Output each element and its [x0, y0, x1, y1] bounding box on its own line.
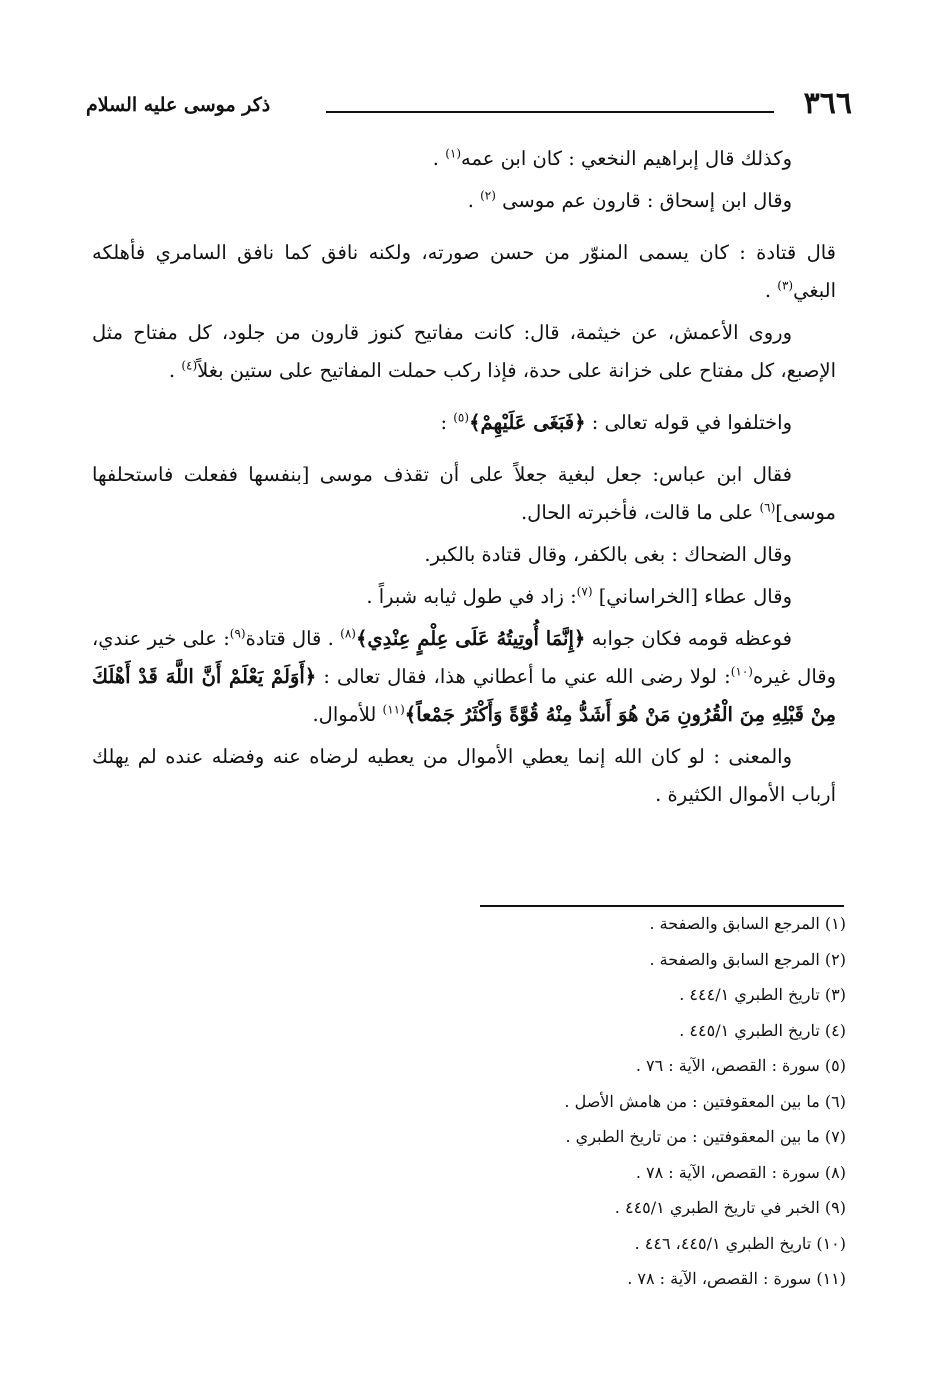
footnote: (٥) سورة : القصص، الآية : ٧٦ . [635, 1056, 846, 1075]
paragraph [92, 536, 836, 574]
footnote: (١) المرجع السابق والصفحة . [649, 914, 846, 933]
paragraph-text: . [432, 147, 446, 170]
paragraph-text: : [440, 411, 454, 434]
footnote-ref: (٧) [576, 584, 593, 599]
footnote-ref: (١) [445, 146, 462, 161]
paragraph-text: . [467, 189, 481, 212]
paragraph-text: وقال ابن إسحاق : قارون عم موسى [495, 189, 792, 212]
footnote: (٨) سورة : القصص، الآية : ٧٨ . [635, 1162, 846, 1182]
footnote-ref: (٥) [453, 410, 470, 425]
footnote: (٤) تاريخ الطبري ٤٤٥/١ . [679, 1020, 846, 1040]
paragraph [92, 234, 836, 310]
footnote: (٧) ما بين المعقوفتين : من تاريخ الطبري . [565, 1127, 846, 1146]
paragraph-text: : زاد في طول ثيابه شبراً . [366, 585, 577, 608]
running-header [86, 84, 852, 134]
paragraph-text: وقال الضحاك : بغى بالكفر، وقال قتادة بالكبر. [424, 543, 792, 566]
paragraph-text: على ما قالت، فأخبرته الحال. [520, 501, 760, 524]
paragraph-text: للأموال. [312, 703, 383, 726]
quran-verse: ﴿أَوَلَمْ يَعْلَمْ أَنَّ اللَّهَ قَدْ أَهْلَكَ مِنْ قَبْلِهِ مِنَ الْقُرُونِ مَنْ هُوَ أَشَدُّ مِنْهُ قُوَّةً وَأَكْثَرُ جَمْعاً﴾ [92, 665, 836, 726]
paragraph [92, 140, 836, 178]
footnote-ref: (٢) [480, 188, 496, 203]
header-rule [326, 111, 774, 113]
quran-verse: ﴿فَبَغَى عَلَيْهِمْ﴾ [469, 411, 586, 434]
paragraph-text: وقال عطاء [الخراساني] [592, 585, 792, 608]
paragraph [92, 182, 836, 220]
quran-verse: ﴿إِنَّمَا أُوتِيتُهُ عَلَى عِلْمٍ عِنْدِي﴾ [355, 627, 586, 650]
body-text [92, 140, 836, 818]
paragraph-text: : لولا رضى الله عني ما أعطاني هذا، فقال تعالى : [316, 665, 731, 688]
paragraph-text: والمعنى : لو كان الله إنما يعطي الأموال من يعطيه لرضاه عنه وفضله عنده لم يهلك أرباب الأموال الكثيرة . [92, 745, 836, 806]
paragraph [92, 738, 836, 814]
footnote-ref: (٦) [759, 500, 776, 515]
paragraph-text: . قال قتادة [245, 627, 341, 650]
footnote-ref: (١١) [382, 702, 405, 717]
footnote-ref: (١٠) [730, 664, 753, 679]
paragraph-text: وكذلك قال إبراهيم النخعي : كان ابن عمه [461, 147, 792, 170]
paragraph [92, 404, 836, 442]
running-title: ذكر موسى عليه السلام [86, 94, 271, 116]
footnote: (٢) المرجع السابق والصفحة . [649, 949, 846, 969]
paragraph [92, 314, 836, 390]
paragraph-text: . [168, 359, 182, 382]
footnote-ref: (٣) [777, 278, 794, 293]
paragraph-text: : على خير عندي، وقال غيره [92, 627, 837, 688]
paragraph [92, 578, 836, 616]
paragraph-text: فوعظه قومه فكان جوابه [585, 627, 792, 650]
footnote-ref: (٤) [181, 358, 198, 373]
paragraph [92, 456, 836, 532]
footnote: (٦) ما بين المعقوفتين : من هامش الأصل . [564, 1091, 846, 1111]
paragraph-text: . [764, 279, 778, 302]
paragraph-text: وروى الأعمش، عن خيثمة، قال: كانت مفاتيح كنوز قارون من جلود، كل مفتاح مثل الإصبع، كل مفتاح على خزانة على حدة، فإذا ركب حملت المفاتيح على ستين بغلاً [92, 321, 836, 382]
paragraph-text: واختلفوا في قوله تعالى : [585, 411, 792, 434]
footnotes [246, 906, 846, 1297]
footnote-ref: (٩) [229, 626, 246, 641]
page-number: ٣٦٦ [803, 86, 852, 121]
footnote: (٩) الخبر في تاريخ الطبري ٤٤٥/١ . [614, 1198, 846, 1217]
footnote: (١٠) تاريخ الطبري ٤٤٥/١، ٤٤٦ . [634, 1233, 846, 1253]
paragraph-text: فقال ابن عباس: جعل لبغية جعلاً على أن تقذف موسى [بنفسها ففعلت فاستحلفها موسى] [92, 463, 836, 524]
paragraph [92, 620, 836, 734]
footnote: (١١) سورة : القصص، الآية : ٧٨ . [627, 1269, 846, 1288]
footnote: (٣) تاريخ الطبري ٤٤٤/١ . [679, 985, 846, 1004]
paragraph-text: قال قتادة : كان يسمى المنوّر من حسن صورته، ولكنه نافق كما نافق السامري فأهلكه البغي [92, 241, 836, 302]
footnote-ref: (٨) [340, 626, 356, 641]
